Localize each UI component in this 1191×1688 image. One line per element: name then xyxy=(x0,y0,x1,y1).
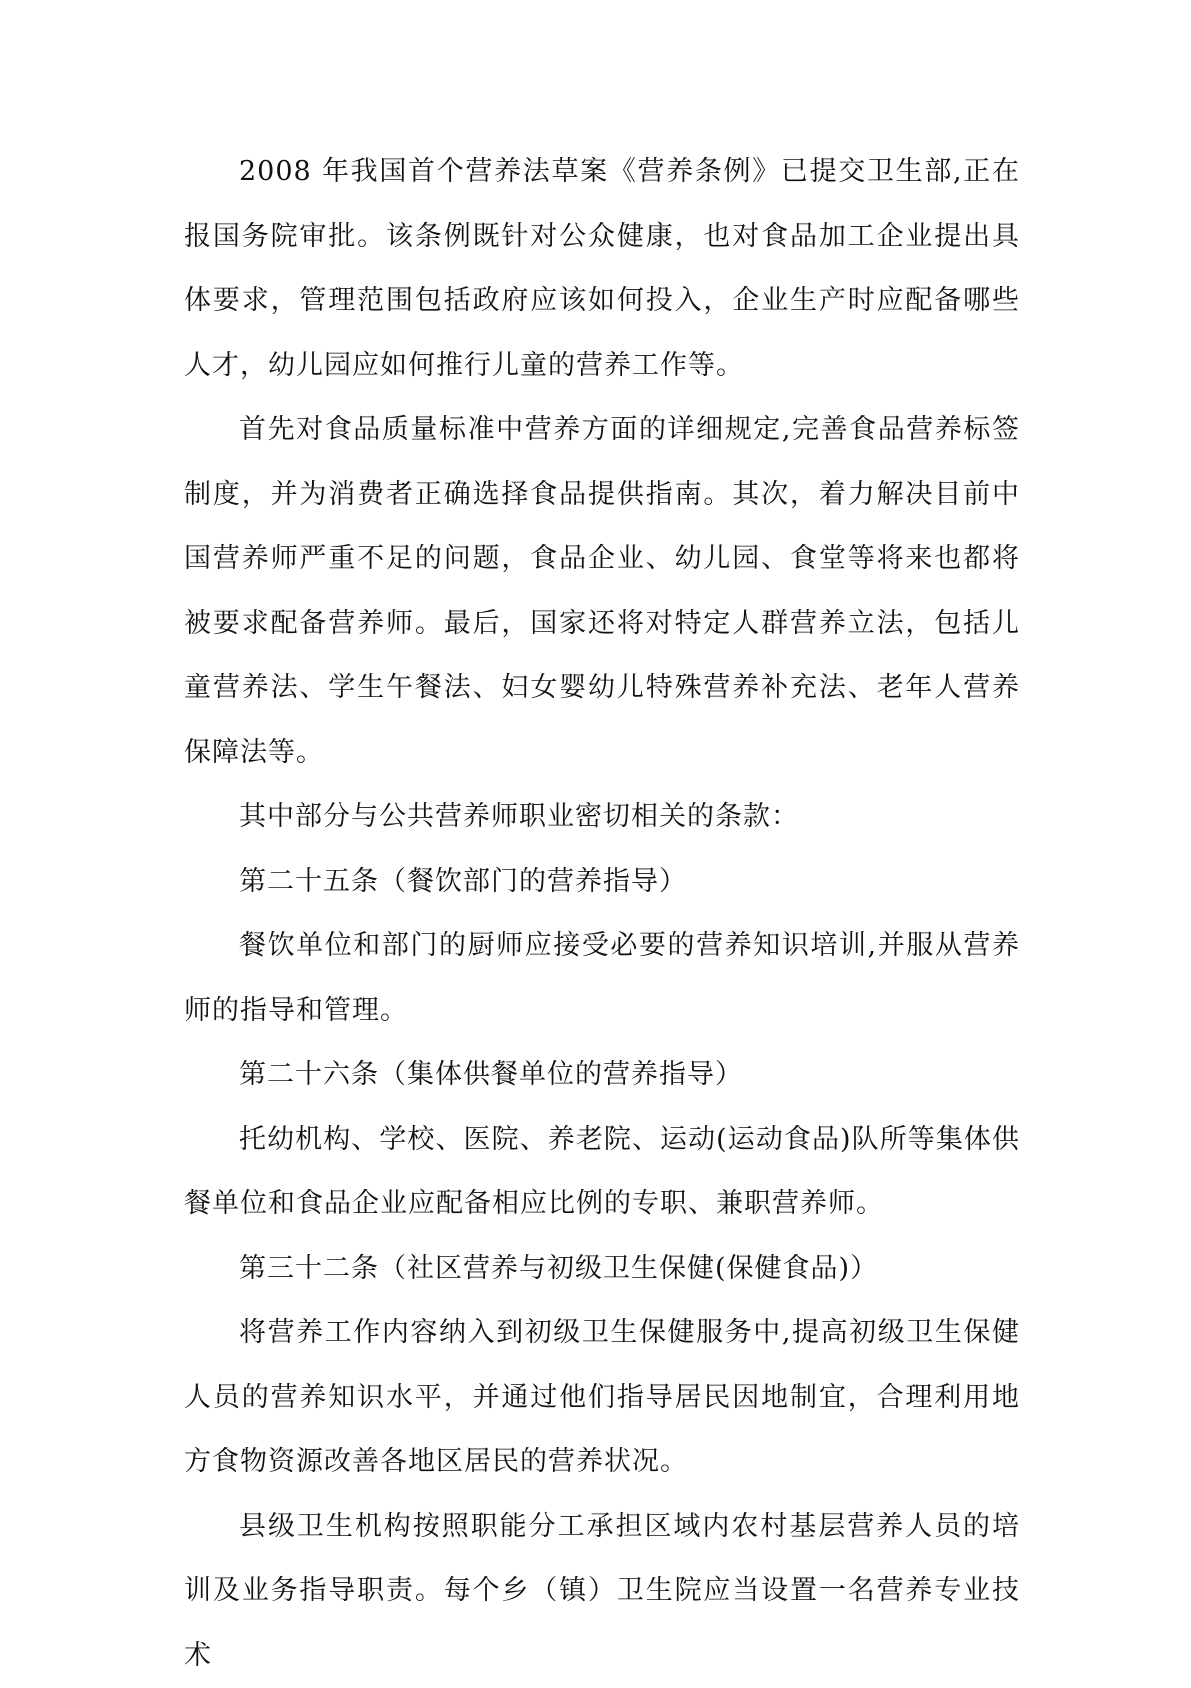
document-body xyxy=(184,140,1020,1688)
article-25-heading: 第二十五条（餐饮部门的营养指导） xyxy=(184,850,1020,915)
article-26-heading: 第二十六条（集体供餐单位的营养指导） xyxy=(184,1043,1020,1108)
article-26-text: 托幼机构、学校、医院、养老院、运动(运动食品)队所等集体供餐单位和食品企业应配备相应比例的专职、兼职营养师。 xyxy=(184,1108,1020,1237)
paragraph-regulation-measures: 首先对食品质量标准中营养方面的详细规定,完善食品营养标签制度，并为消费者正确选择食品提供指南。其次，着力解决目前中国营养师严重不足的问题，食品企业、幼儿园、食堂等将来也都将被要求配备营养师。最后，国家还将对特定人群营养立法，包括儿童营养法、学生午餐法、妇女婴幼儿特殊营养补充法、老年人营养保障法等。 xyxy=(184,398,1020,785)
article-25-text: 餐饮单位和部门的厨师应接受必要的营养知识培训,并服从营养师的指导和管理。 xyxy=(184,914,1020,1043)
article-32-heading: 第三十二条（社区营养与初级卫生保健(保健食品)） xyxy=(184,1237,1020,1302)
article-32-text: 将营养工作内容纳入到初级卫生保健服务中,提高初级卫生保健人员的营养知识水平，并通过他们指导居民因地制宜，合理利用地方食物资源改善各地区居民的营养状况。 xyxy=(184,1301,1020,1495)
county-health-institution-text: 县级卫生机构按照职能分工承担区域内农村基层营养人员的培训及业务指导职责。每个乡（镇）卫生院应当设置一名营养专业技术 xyxy=(184,1495,1020,1688)
paragraph-related-clauses-intro: 其中部分与公共营养师职业密切相关的条款： xyxy=(184,785,1020,850)
paragraph-draft-regulation: 2008 年我国首个营养法草案《营养条例》已提交卫生部,正在报国务院审批。该条例既针对公众健康，也对食品加工企业提出具体要求，管理范围包括政府应该如何投入，企业生产时应配备哪些人才，幼儿园应如何推行儿童的营养工作等。 xyxy=(184,140,1020,398)
